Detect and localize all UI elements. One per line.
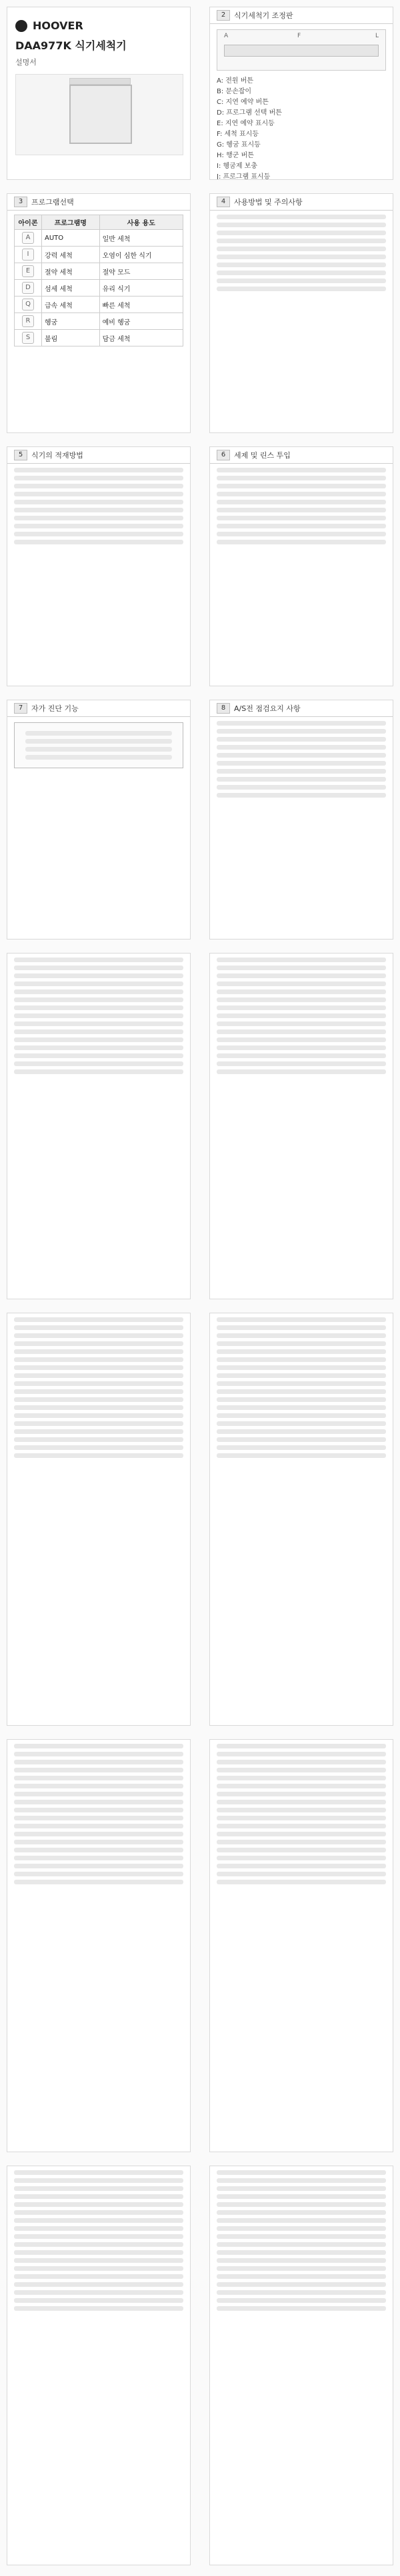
program-icon (15, 263, 42, 280)
control-panel-bar (224, 45, 379, 57)
info-box (14, 722, 183, 768)
program-name: AUTO (42, 230, 100, 247)
page-placeholder (7, 1313, 191, 1726)
page-header (210, 700, 393, 717)
part-item: B: 문손잡이 (217, 88, 252, 95)
brand-name: HOOVER (33, 19, 83, 32)
program-name: 헹굼 (42, 313, 100, 330)
program-desc: 유리 식기 (99, 280, 183, 297)
program-desc: 일반 세척 (99, 230, 183, 247)
part-item: E: 지연 예약 표시등 (217, 120, 275, 127)
part-item: J: 프로그램 표시등 (217, 173, 271, 180)
page-header (7, 447, 190, 464)
program-row (15, 230, 183, 247)
page-cover (7, 7, 191, 180)
page-placeholder (7, 2166, 191, 2565)
program-header: 사용 용도 (99, 215, 183, 230)
program-row (15, 313, 183, 330)
program-header: 프로그램명 (42, 215, 100, 230)
dishwasher-door (69, 85, 132, 144)
model-title: DAA977K 식기세척기 (15, 39, 127, 52)
program-name: 불림 (42, 330, 100, 346)
diagram-label-left: A (224, 33, 229, 39)
page-placeholder (209, 446, 393, 686)
text-block (217, 215, 386, 291)
part-item: C: 지연 예약 버튼 (217, 99, 269, 106)
rinse-icon: R (22, 315, 34, 327)
page-header (7, 700, 190, 717)
diagram-label-right: L (375, 33, 379, 39)
program-desc: 빠른 세척 (99, 297, 183, 313)
program-name: 절약 세척 (42, 263, 100, 280)
part-item: H: 행군 버튼 (217, 152, 254, 159)
intensive-icon: I (22, 249, 34, 261)
page-header (210, 447, 393, 464)
eco-icon: E (22, 265, 34, 277)
page-placeholder (7, 700, 191, 940)
page-placeholder (209, 1739, 393, 2152)
program-row (15, 297, 183, 313)
soak-icon: S (22, 332, 34, 344)
page-number-badge: 5 (14, 450, 27, 460)
section-title: 세제 및 린스 투입 (234, 451, 291, 460)
text-block (217, 2170, 386, 2311)
program-desc: 오염이 심한 식기 (99, 247, 183, 263)
program-table (14, 215, 183, 346)
page-placeholder (209, 1313, 393, 1726)
page-placeholder (209, 2166, 393, 2565)
text-block (14, 1744, 183, 1884)
program-name: 섬세 세척 (42, 280, 100, 297)
program-icon (15, 297, 42, 313)
section-title: 식기의 적재방법 (31, 451, 83, 460)
page-placeholder (7, 1739, 191, 2152)
program-icon (15, 330, 42, 346)
text-block (217, 1744, 386, 1884)
part-item: G: 헹굼 표시등 (217, 141, 261, 149)
section-title: 자가 진단 기능 (31, 704, 79, 713)
program-row (15, 280, 183, 297)
page-header (210, 7, 393, 24)
text-block (14, 468, 183, 544)
page-number-badge: 3 (14, 197, 27, 207)
control-panel-parts (217, 76, 386, 180)
delicate-icon: D (22, 282, 34, 294)
section-title: 식기세척기 조정판 (234, 11, 293, 20)
model-subtitle: 설명서 (15, 58, 37, 67)
page-placeholder (209, 700, 393, 940)
program-name: 강력 세척 (42, 247, 100, 263)
auto-icon: A (22, 232, 34, 244)
program-row (15, 330, 183, 346)
page-header (7, 194, 190, 211)
text-block (14, 958, 183, 1074)
page-number-badge: 7 (14, 703, 27, 714)
program-desc: 담금 세척 (99, 330, 183, 346)
program-name: 급속 세척 (42, 297, 100, 313)
program-icon (15, 313, 42, 330)
dishwasher-top-panel (69, 78, 131, 85)
page-program-selection (7, 193, 191, 433)
page-number-badge: 2 (217, 10, 230, 21)
brand-logo-icon (15, 20, 27, 32)
text-block (14, 1317, 183, 1458)
section-title: 프로그램선택 (31, 198, 74, 207)
part-item: F: 세척 표시등 (217, 131, 259, 138)
text-block (14, 2170, 183, 2311)
page-placeholder (209, 953, 393, 1299)
page-control-panel (209, 7, 393, 180)
page-number-badge: 8 (217, 703, 230, 714)
text-block (217, 721, 386, 798)
program-header: 아이콘 (15, 215, 42, 230)
text-block (217, 1317, 386, 1458)
part-item: A: 전원 버튼 (217, 77, 254, 85)
page-placeholder (7, 446, 191, 686)
program-icon (15, 230, 42, 247)
part-item: I: 헹굼제 보충 (217, 163, 257, 170)
program-desc: 예비 헹굼 (99, 313, 183, 330)
page-placeholder (7, 953, 191, 1299)
quick-icon: Q (22, 299, 34, 311)
program-icon (15, 247, 42, 263)
program-row (15, 247, 183, 263)
text-block (217, 958, 386, 1074)
dishwasher-illustration (15, 74, 183, 155)
text-block (217, 468, 386, 544)
section-title: A/S전 점검요지 사항 (234, 704, 301, 713)
program-icon (15, 280, 42, 297)
diagram-label-mid: F (297, 33, 301, 39)
page-header (210, 194, 393, 211)
control-panel-diagram (217, 29, 386, 71)
brand-header (15, 19, 182, 32)
text-block (25, 731, 172, 760)
page-number-badge: 6 (217, 450, 230, 460)
page-placeholder (209, 193, 393, 433)
program-desc: 절약 모드 (99, 263, 183, 280)
section-title: 사용방법 및 주의사항 (234, 198, 303, 207)
program-row (15, 263, 183, 280)
part-item: D: 프로그램 선택 버튼 (217, 109, 282, 117)
page-number-badge: 4 (217, 197, 230, 207)
